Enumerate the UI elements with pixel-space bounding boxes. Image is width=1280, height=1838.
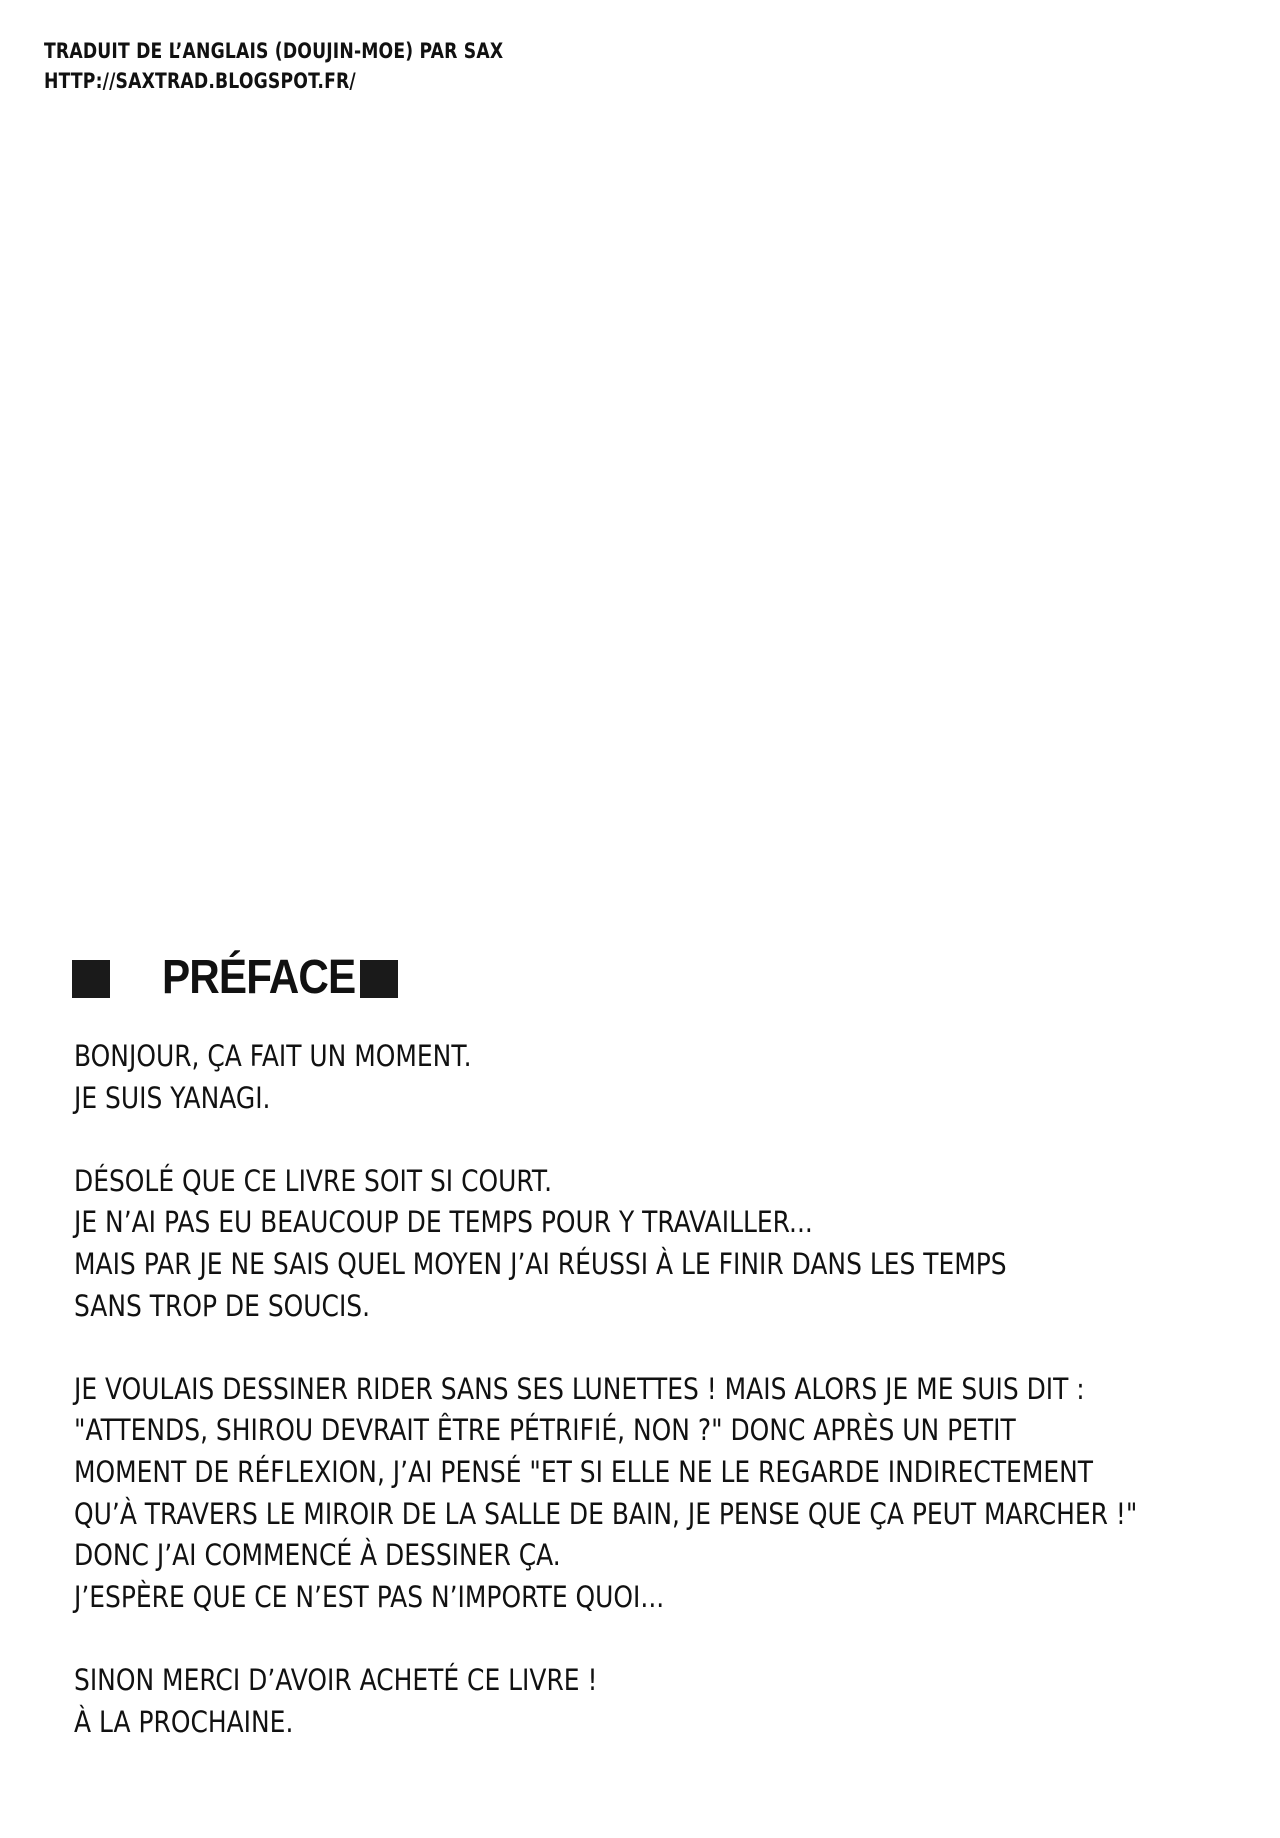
black-square-right-icon — [360, 960, 398, 998]
credits-url-line: HTTP://SAXTRAD.BLOGSPOT.FR/ — [44, 69, 356, 93]
text-line: "ATTENDS, SHIROU DEVRAIT ÊTRE PÉTRIFIÉ, NON ?" DONC APRÈS UN PETIT — [74, 1413, 1016, 1448]
preface-body — [74, 1036, 1138, 1743]
text-line: JE N’AI PAS EU BEAUCOUP DE TEMPS POUR Y TRAVAILLER... — [74, 1205, 813, 1240]
paragraph-apology — [74, 1161, 1089, 1327]
preface-header — [72, 948, 412, 1008]
text-line: JE SUIS YANAGI. — [74, 1080, 271, 1115]
text-line: SANS TROP DE SOUCIS. — [74, 1288, 371, 1323]
text-line: DONC J’AI COMMENCÉ À DESSINER ÇA. — [74, 1538, 561, 1573]
text-line: JE VOULAIS DESSINER RIDER SANS SES LUNETTES ! MAIS ALORS JE ME SUIS DIT : — [74, 1371, 1085, 1406]
text-line: À LA PROCHAINE. — [74, 1704, 294, 1739]
text-line: SINON MERCI D’AVOIR ACHETÉ CE LIVRE ! — [74, 1662, 598, 1697]
translator-credits — [44, 36, 503, 96]
credits-translator-line: TRADUIT DE L’ANGLAIS (DOUJIN-MOE) PAR SAX — [44, 39, 504, 63]
text-line: QU’À TRAVERS LE MIROIR DE LA SALLE DE BAIN, JE PENSE QUE ÇA PEUT MARCHER !" — [74, 1496, 1138, 1531]
text-line: MOMENT DE RÉFLEXION, J’AI PENSÉ "ET SI ELLE NE LE REGARDE INDIRECTEMENT — [74, 1454, 1093, 1489]
text-line: J’ESPÈRE QUE CE N’EST PAS N’IMPORTE QUOI... — [74, 1579, 665, 1614]
paragraph-thanks — [74, 1660, 1089, 1743]
text-line: MAIS PAR JE NE SAIS QUEL MOYEN J’AI RÉUSSI À LE FINIR DANS LES TEMPS — [74, 1246, 1007, 1281]
black-square-left-icon — [72, 960, 110, 998]
preface-title: PRÉFACE — [162, 951, 356, 1004]
text-line: BONJOUR, ÇA FAIT UN MOMENT. — [74, 1039, 472, 1073]
paragraph-story — [74, 1369, 1138, 1619]
text-line: DÉSOLÉ QUE CE LIVRE SOIT SI COURT. — [74, 1163, 553, 1198]
paragraph-greeting — [74, 1036, 1089, 1119]
